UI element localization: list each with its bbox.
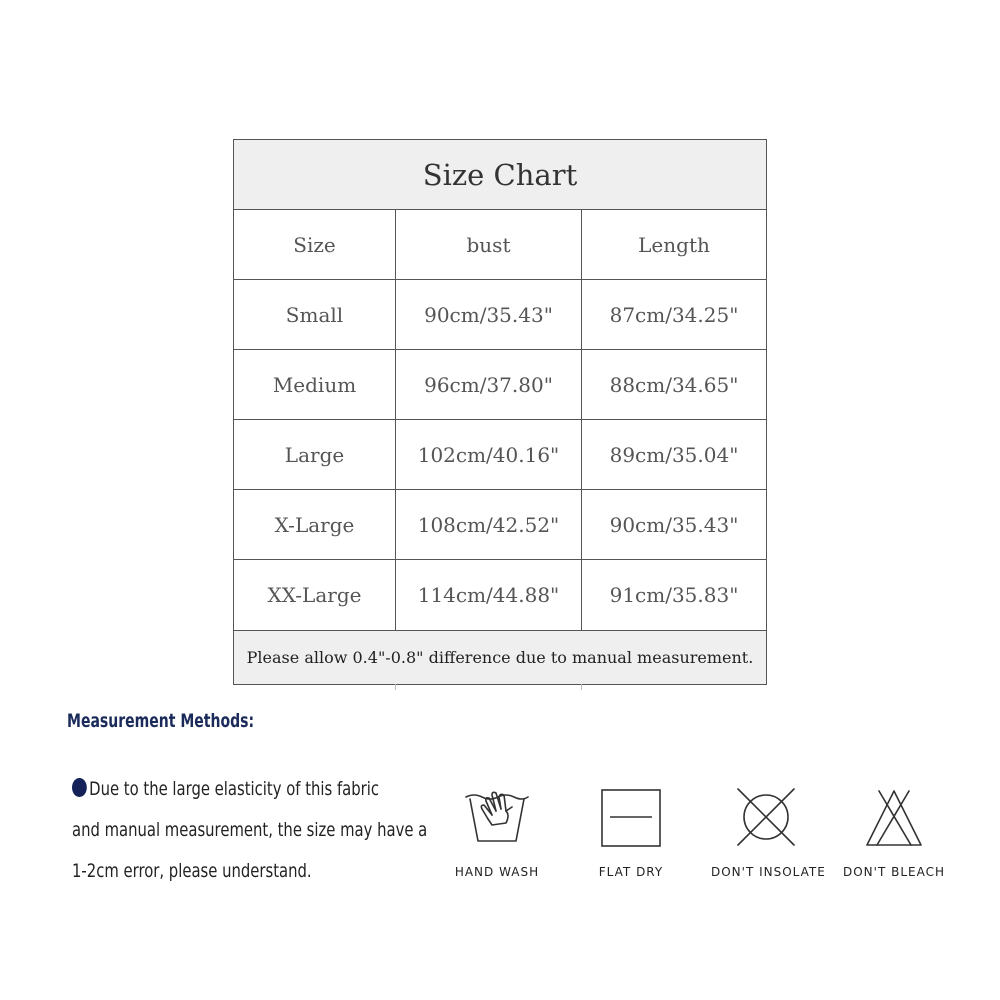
dont-insolate-icon xyxy=(731,785,801,849)
header-length: Length xyxy=(638,232,710,257)
care-label-dont-insolate: DON'T INSOLATE xyxy=(711,865,826,879)
care-label-flat-dry: FLAT DRY xyxy=(598,865,664,879)
size-cell: XX-Large xyxy=(234,560,396,630)
note-line-3: 1-2cm error, please understand. xyxy=(72,860,312,882)
chart-title: Size Chart xyxy=(234,140,766,210)
divider xyxy=(395,684,396,690)
size-cell: Large xyxy=(234,420,396,489)
length-cell: 88cm/34.65" xyxy=(609,372,739,397)
note-line-2: and manual measurement, the size may have a xyxy=(72,819,428,841)
length-cell: 90cm/35.43" xyxy=(609,512,739,537)
length-cell: 89cm/35.04" xyxy=(609,442,739,467)
care-label-hand-wash: HAND WASH xyxy=(454,865,540,879)
care-label-dont-bleach: DON'T BLEACH xyxy=(842,865,945,879)
bust-cell: 108cm/42.52" xyxy=(396,490,582,559)
care-hand-wash xyxy=(442,785,552,895)
length-cell: 91cm/35.83" xyxy=(609,583,739,607)
bust-cell: 96cm/37.80" xyxy=(396,350,582,419)
table-row xyxy=(234,490,766,560)
header-row xyxy=(234,210,766,280)
flat-dry-icon xyxy=(596,785,666,849)
note-line-1 xyxy=(72,778,379,800)
care-dont-insolate xyxy=(711,785,826,895)
measurement-methods-heading: Measurement Methods: xyxy=(67,710,255,732)
note-text: Due to the large elasticity of this fabric xyxy=(89,778,380,800)
length-cell: 87cm/34.25" xyxy=(609,302,739,327)
size-cell: Medium xyxy=(234,350,396,419)
table-row xyxy=(234,560,766,631)
bullet-icon xyxy=(72,778,87,797)
header-size: Size xyxy=(234,210,396,279)
size-chart-table xyxy=(233,139,767,685)
size-cell: X-Large xyxy=(234,490,396,559)
table-row xyxy=(234,280,766,350)
header-bust: bust xyxy=(396,210,582,279)
care-flat-dry xyxy=(576,785,686,895)
chart-grid xyxy=(234,210,766,631)
bust-cell: 114cm/44.88" xyxy=(396,560,582,630)
hand-wash-icon xyxy=(462,785,532,849)
divider xyxy=(581,684,582,690)
table-row xyxy=(234,350,766,420)
bust-cell: 102cm/40.16" xyxy=(396,420,582,489)
size-cell: Small xyxy=(234,280,396,349)
table-row xyxy=(234,420,766,490)
care-dont-bleach xyxy=(839,785,949,895)
dont-bleach-icon xyxy=(859,785,929,849)
bust-cell: 90cm/35.43" xyxy=(396,280,582,349)
measurement-note: Please allow 0.4"-0.8" difference due to manual measurement. xyxy=(234,631,766,684)
